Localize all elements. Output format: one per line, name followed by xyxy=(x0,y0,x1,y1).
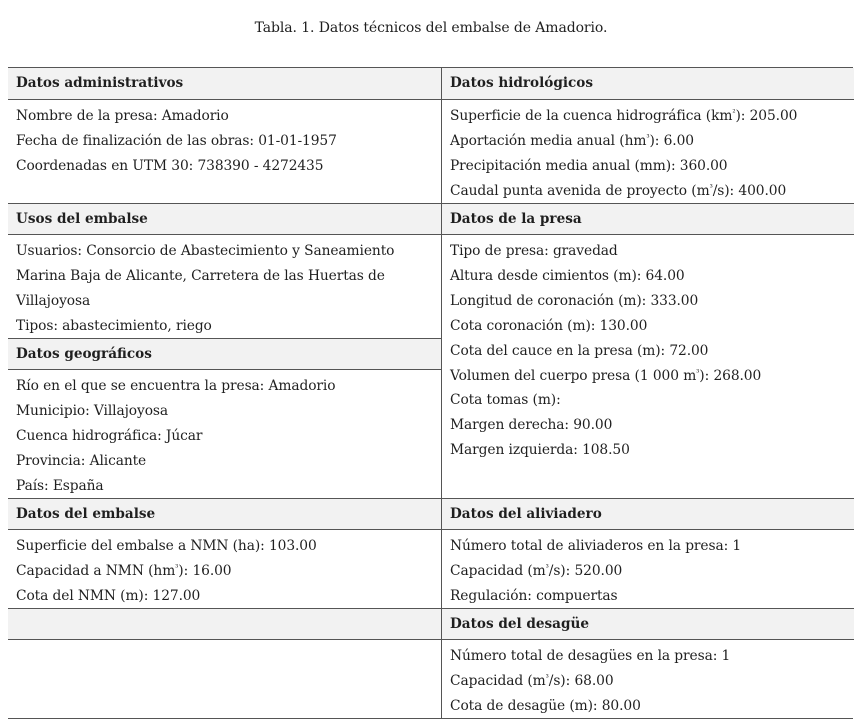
list-item: Cota de desagüe (m): 80.00 xyxy=(450,697,641,714)
section-body-presa xyxy=(450,239,848,463)
list-item: Altura desde cimientos (m): 64.00 xyxy=(450,267,685,284)
section-body-geo xyxy=(16,374,435,499)
section-body-desague xyxy=(450,644,848,719)
section-header-embalse: Datos del embalse xyxy=(8,498,441,530)
section-header-geo: Datos geográficos xyxy=(8,338,441,370)
list-item: Caudal punta avenida de proyecto $(m^{^3}/s)$: 400.00 xyxy=(450,182,787,199)
list-item: Longitud de coronación (m): 333.00 xyxy=(450,292,699,309)
list-item: Tipo de presa: gravedad xyxy=(450,243,618,259)
list-item: Coordenadas en UTM 30: 738390 - 4272435 xyxy=(16,157,324,174)
list-item: País: España xyxy=(16,477,104,494)
list-item: Marina Baja de Alicante, Carretera de las Huertas de xyxy=(16,267,385,284)
list-item: Superficie del embalse a NMN (ha): 103.00 xyxy=(16,538,317,554)
list-item: Cota del cauce en la presa (m): 72.00 xyxy=(450,342,709,359)
list-item: Margen derecha: 90.00 xyxy=(450,417,613,434)
technical-data-table xyxy=(8,67,853,719)
list-item: Margen izquierda: 108.50 xyxy=(450,442,630,459)
list-item: Volumen del cuerpo presa (1 000 $m^{^3}$): 268.00 xyxy=(450,367,762,384)
list-item: Tipos: abastecimiento, riego xyxy=(16,317,212,334)
list-item: Capacidad $(m^{^3}/s)$: 520.00 xyxy=(450,562,623,579)
section-header-usos: Usos del embalse xyxy=(8,203,441,235)
list-item: Usuarios: Consorcio de Abastecimiento y Saneamiento xyxy=(16,243,395,259)
list-item: Provincia: Alicante xyxy=(16,452,147,469)
list-item: Villajoyosa xyxy=(16,292,91,309)
section-body-embalse xyxy=(16,534,435,609)
section-body-admin xyxy=(16,104,435,179)
right-column xyxy=(441,68,854,718)
section-header-presa: Datos de la presa xyxy=(442,203,854,235)
section-header-empty xyxy=(8,608,441,640)
list-item: Cota tomas (m): xyxy=(450,392,561,409)
section-header-admin: Datos administrativos xyxy=(8,68,441,100)
section-header-aliviadero: Datos del aliviadero xyxy=(442,498,854,530)
list-item: Precipitación media anual (mm): 360.00 xyxy=(450,157,728,174)
left-column xyxy=(8,68,441,718)
list-item: Cota coronación (m): 130.00 xyxy=(450,317,648,334)
list-item: Número total de desagües en la presa: 1 xyxy=(450,648,731,664)
list-item: Capacidad $(m^{^3}/s)$: 68.00 xyxy=(450,672,614,689)
list-item: Número total de aliviaderos en la presa: 1 xyxy=(450,538,742,554)
list-item: Cota del NMN (m): 127.00 xyxy=(16,587,201,604)
list-item: Municipio: Villajoyosa xyxy=(16,402,169,419)
list-item: Nombre de la presa: Amadorio xyxy=(16,108,229,124)
list-item: Regulación: compuertas xyxy=(450,587,618,604)
section-body-hidro xyxy=(450,104,848,204)
section-header-desague: Datos del desagüe xyxy=(442,608,854,640)
list-item: Río en el que se encuentra la presa: Amadorio xyxy=(16,378,336,394)
table-caption: Tabla. 1. Datos técnicos del embalse de Amadorio. xyxy=(254,20,608,36)
list-item: Capacidad a NMN $(hm^{^3})$: 16.00 xyxy=(16,562,232,579)
section-header-hidro: Datos hidrológicos xyxy=(442,68,854,100)
list-item: Superficie de la cuenca hidrográfica $(km^{^2})$: 205.00 xyxy=(450,108,798,124)
list-item: Fecha de finalización de las obras: 01-01-1957 xyxy=(16,132,337,149)
section-body-usos xyxy=(16,239,435,339)
list-item: Aportación media anual $(hm^{^3})$: 6.00 xyxy=(450,132,694,149)
list-item: Cuenca hidrográfica: Júcar xyxy=(16,427,203,444)
section-body-aliviadero xyxy=(450,534,848,609)
